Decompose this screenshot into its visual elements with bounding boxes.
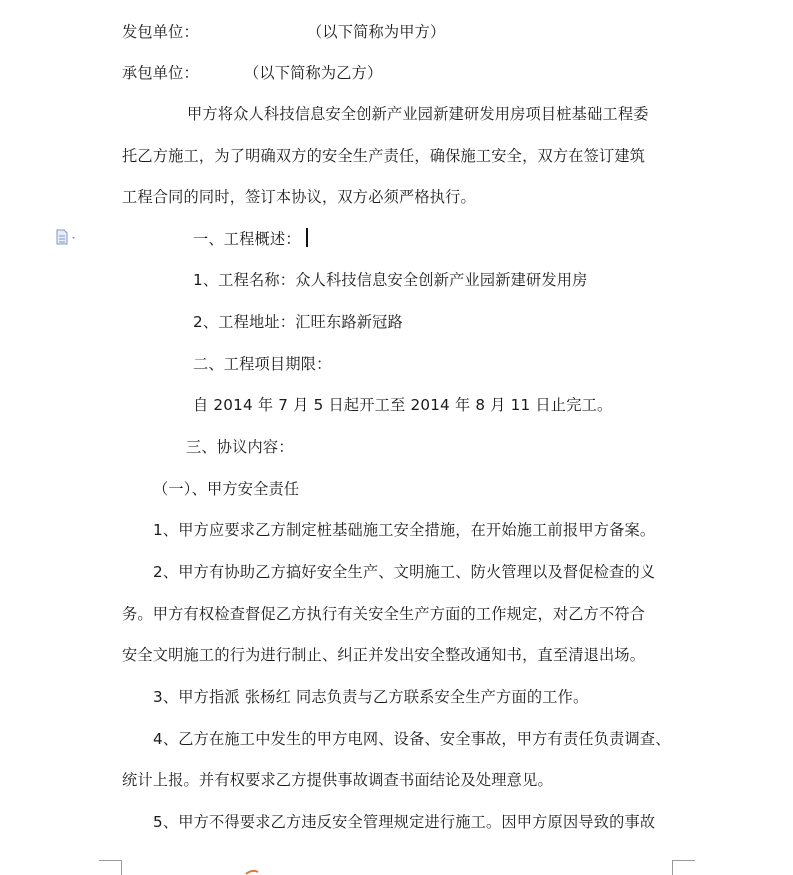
page-corner-mark-left bbox=[99, 860, 122, 875]
page-corner-mark-right bbox=[672, 860, 695, 875]
rule-5-line-1: 5、甲方不得要求乙方违反安全管理规定进行施工。因甲方原因导致的事故 bbox=[153, 813, 656, 831]
section-heading-overview-text: 一、工程概述： bbox=[193, 230, 301, 248]
contractor-line bbox=[122, 21, 445, 43]
subheading-party-a: （一）、甲方安全责任 bbox=[153, 480, 300, 498]
rule-4-line-2: 统计上报。并有权要求乙方提供事故调查书面结论及处理意见。 bbox=[122, 771, 553, 789]
rule-3: 3、甲方指派 张杨红 同志负责与乙方联系安全生产方面的工作。 bbox=[153, 688, 589, 706]
contractor-note: （以下简称为甲方） bbox=[306, 23, 446, 41]
section-heading-content: 三、协议内容： bbox=[186, 438, 294, 456]
subcontractor-note: （以下简称为乙方） bbox=[243, 64, 383, 82]
contractor-label: 发包单位： bbox=[122, 23, 199, 41]
section-heading-period: 二、工程项目期限： bbox=[193, 355, 332, 373]
rule-2-line-1: 2、甲方有协助乙方搞好安全生产、文明施工、防火管理以及督促检查的义 bbox=[153, 563, 656, 581]
rule-2-line-2: 务。甲方有权检查督促乙方执行有关安全生产方面的工作规定，对乙方不符合 bbox=[122, 605, 646, 623]
orange-mark-icon bbox=[245, 869, 259, 875]
subcontractor-label: 承包单位： bbox=[122, 64, 199, 82]
rule-1: 1、甲方应要求乙方制定桩基础施工安全措施，在开始施工前报甲方备案。 bbox=[153, 521, 656, 539]
rule-2-line-3: 安全文明施工的行为进行制止、纠正并发出安全整改通知书，直至清退出场。 bbox=[122, 646, 646, 664]
text-cursor bbox=[306, 228, 308, 247]
project-address-item: 2、工程地址：汇旺东路新冠路 bbox=[193, 313, 403, 331]
project-name-item: 1、工程名称：众人科技信息安全创新产业园新建研发用房 bbox=[193, 271, 588, 289]
paragraph-menu-icon[interactable] bbox=[55, 229, 79, 245]
subcontractor-line bbox=[122, 62, 382, 84]
period-text: 自 2014 年 7 月 5 日起开工至 2014 年 8 月 11 日止完工。 bbox=[193, 396, 613, 414]
rule-4-line-1: 4、乙方在施工中发生的甲方电网、设备、安全事故，甲方有责任负责调查、 bbox=[153, 730, 671, 748]
intro-line-1: 甲方将众人科技信息安全创新产业园新建研发用房项目桩基础工程委 bbox=[187, 105, 649, 123]
intro-line-2: 托乙方施工，为了明确双方的安全生产责任，确保施工安全，双方在签订建筑 bbox=[122, 147, 646, 165]
section-heading-overview[interactable] bbox=[193, 228, 308, 250]
intro-line-3: 工程合同的同时，签订本协议，双方必须严格执行。 bbox=[122, 188, 476, 206]
